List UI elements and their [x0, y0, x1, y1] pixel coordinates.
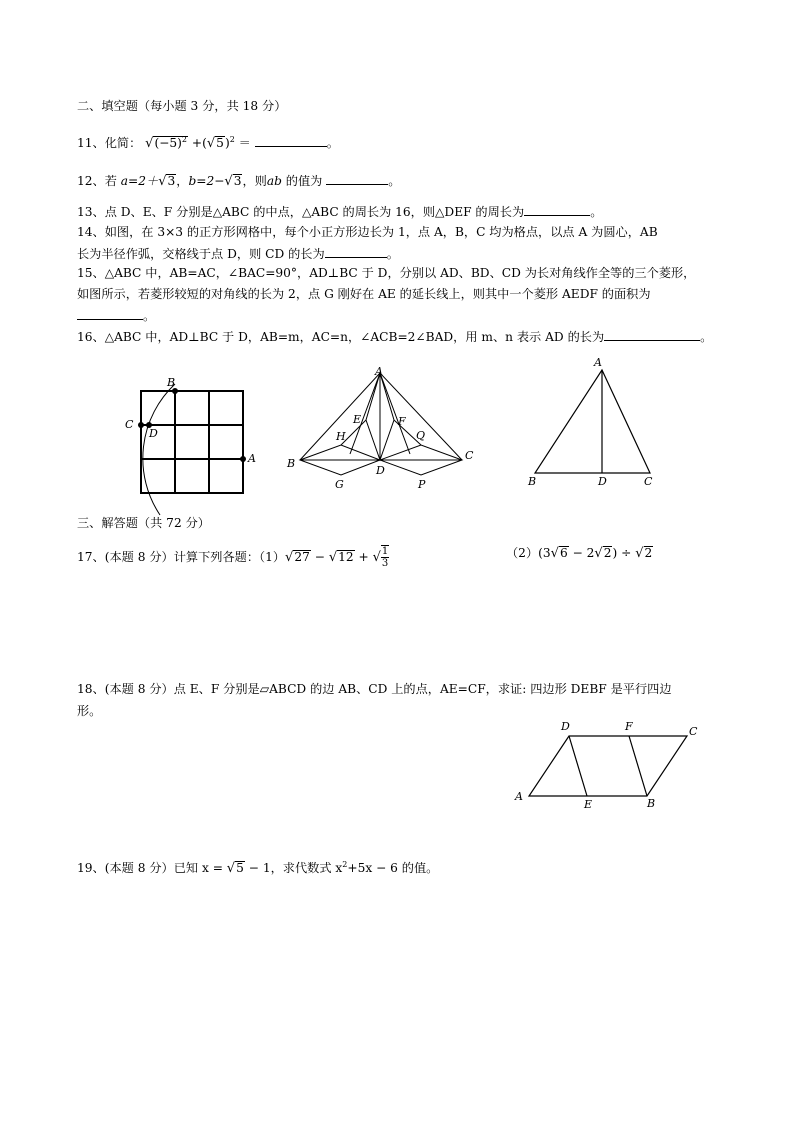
question-17: 17、(本题 8 分）计算下列各题：（1）√27 − √12 + √ $\frac{1}{3}$ [77, 546, 389, 569]
answer-blank[interactable] [604, 328, 700, 341]
label-h: H [336, 430, 346, 443]
label-b: B [528, 475, 537, 488]
label-b: B [647, 797, 656, 810]
label-p: P [418, 478, 426, 491]
section-heading: 三、解答题（共 72 分） [77, 516, 210, 530]
label-c: C [689, 725, 698, 738]
label-b: B [167, 376, 176, 389]
q11-label: 11、化简： [77, 136, 142, 150]
label-e: E [584, 798, 593, 811]
grid-figure [120, 370, 270, 515]
label-d: D [561, 720, 570, 733]
parallelogram-figure [512, 715, 707, 815]
question-14-line2: 长为半径作弧，交格线于点 D，则 CD 的长为 。 [77, 247, 399, 261]
label-f: F [398, 415, 406, 428]
label-q: Q [416, 429, 426, 442]
rhombi-figure [285, 363, 485, 493]
point-c [138, 422, 144, 428]
question-13: 13、点 D、E、F 分别是△ABC 的中点，△ABC 的周长为 16，则△DEF 的周长为 。 [77, 205, 603, 219]
label-d: D [376, 464, 385, 477]
q11-radical-2: 5 [216, 136, 224, 150]
label-d: D [598, 475, 607, 488]
label-a: A [515, 790, 523, 803]
q11-radical-1: $(-5)^2$ [154, 134, 188, 150]
label-c: C [465, 449, 474, 462]
triangle-figure [520, 355, 670, 490]
label-a: A [248, 452, 256, 465]
arc [143, 384, 175, 515]
question-15-line1: 15、△ABC 中，AB=AC，∠BAC=90°，AD⊥BC 于 D，分别以 AD、BD、CD 为长对角线作全等的三个菱形， [77, 266, 696, 280]
label-a: A [594, 356, 602, 369]
question-18-line1: 18、(本题 8 分）点 E、F 分别是▱ABCD 的边 AB、CD 上的点，AE=CF，求证: 四边形 DEBF 是平行四边 [77, 682, 672, 696]
label-a: A [375, 365, 383, 378]
section-heading: 二、填空题（每小题 3 分，共 18 分） [77, 99, 287, 113]
question-17-part2: （2）(3√6 − 2√2) ÷ √2 [506, 546, 653, 561]
label-g: G [335, 478, 344, 491]
label-c: C [125, 418, 134, 431]
question-12: 12、若 a=2＋√3，b=2−√3，则ab 的值为 。 [77, 174, 401, 189]
label-d: D [149, 427, 158, 440]
label-c: C [644, 475, 653, 488]
question-15-line2: 如图所示，若菱形较短的对角线的长为 2，点 G 刚好在 AE 的延长线上，则其中一个菱形 AEDF 的面积为 [77, 287, 651, 301]
point-a [240, 456, 246, 462]
question-15-line3: 。 [77, 307, 155, 325]
question-16: 16、△ABC 中，AD⊥BC 于 D，AB=m，AC=n，∠ACB=2∠BAD，用 m、n 表示 AD 的长为 。 [77, 330, 713, 344]
answer-blank[interactable] [77, 307, 143, 320]
answer-blank[interactable] [325, 245, 387, 258]
question-19: 19、(本题 8 分）已知 x = √5 − 1，求代数式 $x^2+5x - 6$ 的值。 [77, 859, 439, 876]
question-14-line1: 14、如图，在 3×3 的正方形网格中，每个小正方形边长为 1，点 A，B，C 均为格点，以点 A 为圆心，AB [77, 225, 658, 239]
answer-blank[interactable] [326, 172, 388, 185]
answer-blank[interactable] [524, 203, 590, 216]
label-e: E [353, 413, 362, 426]
question-18-line2: 形。 [77, 704, 102, 718]
label-f: F [625, 720, 633, 733]
question-11: 11、化简： $√(-5)^2 +(√5)^2$ ＝ 。 [77, 134, 339, 151]
label-b: B [287, 457, 296, 470]
answer-blank[interactable] [255, 134, 327, 147]
